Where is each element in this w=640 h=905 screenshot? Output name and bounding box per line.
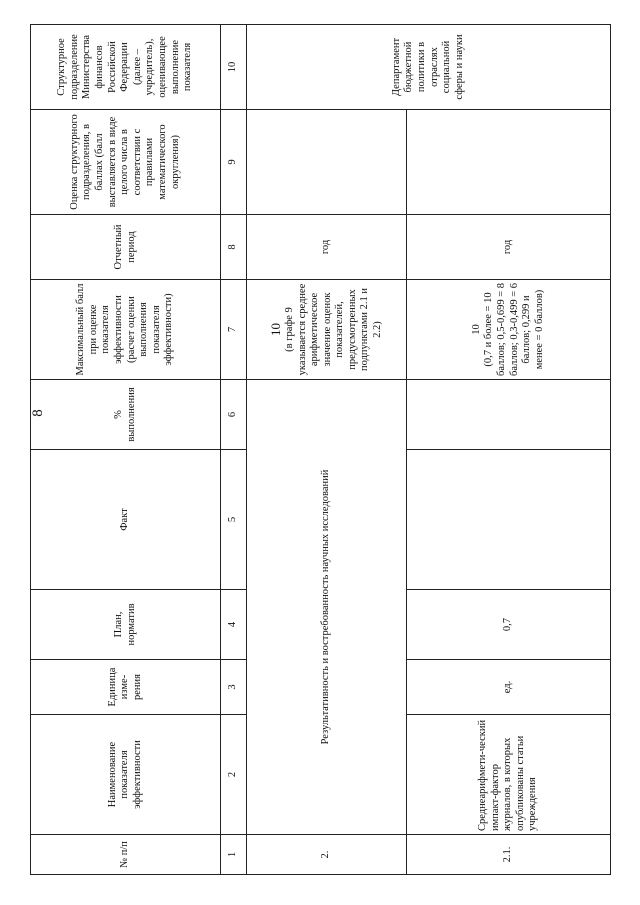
max-score-cell xyxy=(407,280,611,380)
page-number: 8 xyxy=(30,409,46,417)
section-max-score: 10 xyxy=(268,323,284,336)
max-score-scale: (0,7 и более = 10 баллов; 0,5-0,699 = 8 баллов; 0,3-0,499 = 6 баллов; 0,299 и менее = 0 баллов) xyxy=(483,283,545,376)
header-row xyxy=(31,25,221,875)
column-number: 8 xyxy=(221,215,247,280)
score-cell xyxy=(407,110,611,215)
column-number: 6 xyxy=(221,380,247,450)
column-number: 2 xyxy=(221,715,247,835)
header-cell: Отчетный период xyxy=(31,215,221,280)
section-number: 2. xyxy=(247,835,407,875)
header-cell: План, норматив xyxy=(31,590,221,660)
header-cell: Факт xyxy=(31,450,221,590)
row-number: 2.1. xyxy=(407,835,611,875)
column-number: 10 xyxy=(221,25,247,110)
section-max-score-note: (в графе 9 указывается среднее арифметическое значение оценок показателей, предусмотренных подпунктами 2.1 и 2.2) xyxy=(283,283,384,376)
column-number: 5 xyxy=(221,450,247,590)
header-cell: Максимальный балл при оценке показателя эффективности (расчет оценки выполнения показателя эффективности) xyxy=(31,280,221,380)
column-number: 1 xyxy=(221,835,247,875)
section-row xyxy=(247,25,407,875)
column-number: 9 xyxy=(221,110,247,215)
header-cell: № п/п xyxy=(31,835,221,875)
table-row xyxy=(407,25,611,875)
period-cell: год xyxy=(407,215,611,280)
section-score xyxy=(247,110,407,215)
header-cell: Структурное подразделение Министерства финансов Российской Федерации (далее – учредитель), оценивающее выполнение показателя xyxy=(31,25,221,110)
section-period: год xyxy=(247,215,407,280)
header-cell: Оценка структурного подразделения, в баллах (балл выставляется в виде целого числа в соответствии с правилами математического округления) xyxy=(31,110,221,215)
plan-cell: 0,7 xyxy=(407,590,611,660)
column-number-row xyxy=(221,25,247,875)
indicator-name: Среднеарифмети-ческий импакт-фактор журналов, в которых опубликованы статьи учреждения xyxy=(407,715,611,835)
header-cell: Единица изме-рения xyxy=(31,660,221,715)
section-title: Результативность и востребованность научных исследований xyxy=(247,380,407,835)
efficiency-indicators-table xyxy=(30,24,611,875)
percent-cell xyxy=(407,380,611,450)
section-max-score-cell xyxy=(247,280,407,380)
column-number: 4 xyxy=(221,590,247,660)
unit-cell: ед. xyxy=(407,660,611,715)
max-score-value: 10 xyxy=(470,324,482,335)
column-number: 3 xyxy=(221,660,247,715)
column-number: 7 xyxy=(221,280,247,380)
header-cell: % выполнения xyxy=(31,380,221,450)
fact-cell xyxy=(407,450,611,590)
rotated-table-container xyxy=(30,25,610,875)
header-cell: Наименование показателя эффективности xyxy=(31,715,221,835)
department-cell: Департамент бюджетной политики в отраслях социальной сферы и науки xyxy=(247,25,611,110)
